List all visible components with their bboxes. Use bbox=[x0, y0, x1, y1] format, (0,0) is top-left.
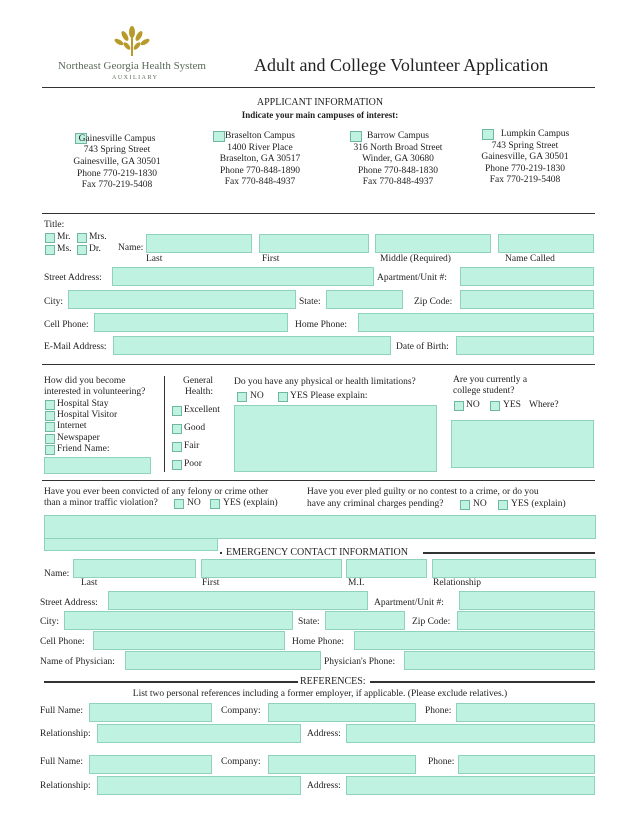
health-excellent-checkbox[interactable] bbox=[172, 406, 182, 416]
ec-home-input[interactable] bbox=[354, 631, 595, 650]
first-name-input[interactable] bbox=[259, 234, 369, 253]
dob-input[interactable] bbox=[456, 336, 594, 355]
physician-label: Name of Physician: bbox=[40, 657, 115, 667]
health-fair-checkbox[interactable] bbox=[172, 442, 182, 452]
ec-city-input[interactable] bbox=[64, 611, 293, 630]
ec-zip-label: Zip Code: bbox=[412, 617, 451, 627]
student-question: Are you currently a bbox=[453, 375, 528, 385]
ec-zip-input[interactable] bbox=[457, 611, 595, 630]
ec-name-label: Name: bbox=[44, 569, 70, 579]
physician-phone-input[interactable] bbox=[404, 651, 595, 670]
campus-phone: Phone 770-219-1830 bbox=[485, 164, 565, 174]
campus-city: Winder, GA 30680 bbox=[362, 154, 434, 164]
health-good-checkbox[interactable] bbox=[172, 424, 182, 434]
ref2-phone-label: Phone: bbox=[428, 757, 455, 767]
felony-no-label: NO bbox=[187, 498, 201, 508]
state-input[interactable] bbox=[326, 290, 403, 309]
campus-phone: Phone 770-219-1830 bbox=[77, 169, 157, 179]
ec-apt-label: Apartment/Unit #: bbox=[374, 598, 444, 608]
name-called-input[interactable] bbox=[498, 234, 594, 253]
legal-explain-input-2[interactable] bbox=[44, 539, 218, 551]
charges-yes-checkbox[interactable] bbox=[498, 500, 508, 510]
ref1-company-input[interactable] bbox=[268, 703, 416, 722]
cell-label: Cell Phone: bbox=[44, 320, 89, 330]
ref2-relationship-label: Relationship: bbox=[40, 781, 91, 791]
ref1-phone-label: Phone: bbox=[425, 706, 452, 716]
how-option-label: Friend Name: bbox=[57, 444, 110, 454]
student-yes-label: YES bbox=[503, 400, 521, 410]
ref2-address-label: Address: bbox=[307, 781, 341, 791]
how-option-label: Hospital Visitor bbox=[57, 410, 118, 420]
middle-name-input[interactable] bbox=[375, 234, 491, 253]
title-label: Title: bbox=[44, 220, 65, 230]
apt-input[interactable] bbox=[460, 267, 594, 286]
emergency-heading: EMERGENCY CONTACT INFORMATION bbox=[226, 547, 408, 558]
charges-no-label: NO bbox=[473, 499, 487, 509]
campus-street: 1400 River Place bbox=[227, 143, 293, 153]
how-option-label: Hospital Stay bbox=[57, 399, 109, 409]
campus-city: Braselton, GA 30517 bbox=[219, 154, 301, 164]
logo-wheat-icon bbox=[112, 26, 152, 58]
campus-phone: Phone 770-848-1890 bbox=[220, 166, 300, 176]
email-input[interactable] bbox=[113, 336, 391, 355]
limits-explain-input[interactable] bbox=[234, 405, 437, 472]
ec-apt-input[interactable] bbox=[459, 591, 595, 610]
campus-fax: Fax 770-219-5408 bbox=[81, 180, 153, 190]
how-friend-checkbox[interactable] bbox=[45, 445, 55, 455]
ref1-relationship-label: Relationship: bbox=[40, 729, 91, 739]
heading-rule-right bbox=[370, 681, 595, 683]
title-dr-label: Dr. bbox=[89, 244, 101, 254]
student-question-2: college student? bbox=[453, 386, 515, 396]
ref1-address-input[interactable] bbox=[346, 724, 595, 743]
ec-street-label: Street Address: bbox=[40, 598, 98, 608]
apt-label: Apartment/Unit #: bbox=[377, 273, 447, 283]
how-hospital-visitor-checkbox[interactable] bbox=[45, 411, 55, 421]
how-question: How did you become bbox=[44, 376, 126, 386]
health-question-2: Health: bbox=[185, 387, 213, 397]
ec-mi-caption: M.I. bbox=[348, 578, 365, 588]
charges-question: Have you ever pled guilty or no contest to a crime, or do you bbox=[307, 487, 539, 497]
health-option-label: Fair bbox=[184, 441, 200, 451]
last-caption: Last bbox=[146, 254, 163, 264]
ec-home-label: Home Phone: bbox=[292, 637, 344, 647]
health-question: General bbox=[183, 376, 214, 386]
heading-rule-left bbox=[220, 552, 222, 554]
health-poor-checkbox[interactable] bbox=[172, 460, 182, 470]
campus-street: 316 North Broad Street bbox=[353, 143, 443, 153]
legal-explain-input[interactable] bbox=[44, 515, 596, 539]
vertical-divider bbox=[164, 376, 165, 472]
ec-last-caption: Last bbox=[81, 578, 98, 588]
references-instructions: List two personal references including a former employer, if applicable. (Please exclude relatives.) bbox=[132, 689, 508, 699]
campus-city: Gainesville, GA 30501 bbox=[481, 152, 569, 162]
city-label: City: bbox=[44, 297, 64, 307]
street-label: Street Address: bbox=[44, 273, 102, 283]
physician-phone-label: Physician's Phone: bbox=[324, 657, 396, 667]
how-question-2: interested in volunteering? bbox=[44, 387, 146, 397]
ref1-full-name-input[interactable] bbox=[89, 703, 212, 722]
title-mr-label: Mr. bbox=[57, 232, 71, 242]
name-called-caption: Name Called bbox=[505, 254, 555, 264]
friend-name-input[interactable] bbox=[44, 457, 151, 474]
title-mr-checkbox[interactable] bbox=[45, 233, 55, 243]
city-input[interactable] bbox=[68, 290, 296, 309]
ec-first-caption: First bbox=[202, 578, 220, 588]
physician-input[interactable] bbox=[125, 651, 321, 670]
ref1-company-label: Company: bbox=[221, 706, 261, 716]
title-dr-checkbox[interactable] bbox=[77, 245, 87, 255]
student-where-input[interactable] bbox=[451, 420, 594, 468]
ref2-phone-input[interactable] bbox=[458, 755, 595, 774]
how-hospital-stay-checkbox[interactable] bbox=[45, 400, 55, 410]
ref2-company-input[interactable] bbox=[268, 755, 416, 774]
heading-rule-right bbox=[423, 552, 595, 554]
ref1-full-name-label: Full Name: bbox=[40, 706, 84, 716]
felony-yes-label: YES (explain) bbox=[223, 498, 278, 508]
charges-yes-label: YES (explain) bbox=[511, 499, 566, 509]
limits-no-label: NO bbox=[250, 391, 264, 401]
middle-caption: Middle (Required) bbox=[380, 254, 451, 264]
ref2-address-input[interactable] bbox=[346, 776, 595, 795]
org-subtitle: AUXILIARY bbox=[112, 75, 159, 81]
student-where-label: Where? bbox=[529, 400, 559, 410]
home-input[interactable] bbox=[358, 313, 594, 332]
ec-last-input[interactable] bbox=[73, 559, 196, 578]
ref2-company-label: Company: bbox=[221, 757, 261, 767]
felony-question-2: than a minor traffic violation? bbox=[44, 498, 158, 508]
student-no-label: NO bbox=[466, 400, 480, 410]
how-internet-checkbox[interactable] bbox=[45, 422, 55, 432]
felony-yes-checkbox[interactable] bbox=[210, 499, 220, 509]
ref2-relationship-input[interactable] bbox=[97, 776, 301, 795]
heading-rule-left bbox=[44, 681, 298, 683]
title-mrs-label: Mrs. bbox=[89, 232, 107, 242]
campus-street: 743 Spring Street bbox=[83, 145, 151, 155]
first-caption: First bbox=[262, 254, 280, 264]
campus-name: Barrow Campus bbox=[366, 131, 429, 141]
last-name-input[interactable] bbox=[146, 234, 252, 253]
name-label: Name: bbox=[118, 243, 144, 253]
limits-yes-label: YES Please explain: bbox=[290, 391, 368, 401]
header-divider bbox=[42, 87, 595, 88]
campus-fax: Fax 770-848-4937 bbox=[362, 177, 434, 187]
student-no-checkbox[interactable] bbox=[454, 401, 464, 411]
home-label: Home Phone: bbox=[295, 320, 347, 330]
title-ms-label: Ms. bbox=[57, 244, 72, 254]
section-divider bbox=[42, 213, 595, 214]
how-option-label: Internet bbox=[57, 421, 87, 431]
campus-prompt: Indicate your main campuses of interest: bbox=[241, 110, 399, 120]
charges-no-checkbox[interactable] bbox=[460, 500, 470, 510]
campus-phone: Phone 770-848-1830 bbox=[358, 166, 438, 176]
how-option-label: Newspaper bbox=[57, 433, 100, 443]
section-divider bbox=[42, 480, 595, 481]
campus-name: Gainesville Campus bbox=[78, 134, 156, 144]
section-divider bbox=[42, 364, 595, 365]
ec-cell-input[interactable] bbox=[93, 631, 285, 650]
ec-relationship-input[interactable] bbox=[432, 559, 596, 578]
cell-input[interactable] bbox=[94, 313, 288, 332]
student-yes-checkbox[interactable] bbox=[490, 401, 500, 411]
email-label: E-Mail Address: bbox=[44, 342, 107, 352]
charges-question-2: have any criminal charges pending? bbox=[307, 499, 444, 509]
ref2-full-name-input[interactable] bbox=[89, 755, 212, 774]
ref2-full-name-label: Full Name: bbox=[40, 757, 84, 767]
campus-city: Gainesville, GA 30501 bbox=[73, 157, 161, 167]
health-option-label: Good bbox=[184, 423, 206, 433]
ec-cell-label: Cell Phone: bbox=[40, 637, 85, 647]
zip-input[interactable] bbox=[460, 290, 594, 309]
ec-relationship-caption: Relationship bbox=[433, 578, 482, 588]
dob-label: Date of Birth: bbox=[396, 342, 449, 352]
title-ms-checkbox[interactable] bbox=[45, 245, 55, 255]
applicant-heading: APPLICANT INFORMATION bbox=[256, 97, 384, 108]
felony-question: Have you ever been convicted of any felony or crime other bbox=[44, 487, 269, 497]
ref1-relationship-input[interactable] bbox=[97, 724, 301, 743]
state-label: State: bbox=[299, 297, 321, 307]
ec-first-input[interactable] bbox=[201, 559, 342, 578]
limits-no-checkbox[interactable] bbox=[237, 392, 247, 402]
campus-name: Braselton Campus bbox=[225, 131, 295, 141]
ec-state-input[interactable] bbox=[325, 611, 405, 630]
felony-no-checkbox[interactable] bbox=[174, 499, 184, 509]
ec-mi-input[interactable] bbox=[346, 559, 427, 578]
ref1-address-label: Address: bbox=[307, 729, 341, 739]
references-heading: REFERENCES: bbox=[300, 676, 366, 687]
page-title: Adult and College Volunteer Application bbox=[254, 55, 549, 75]
street-input[interactable] bbox=[112, 267, 374, 286]
zip-label: Zip Code: bbox=[414, 297, 453, 307]
health-option-label: Excellent bbox=[184, 405, 220, 415]
ec-street-input[interactable] bbox=[108, 591, 368, 610]
ec-state-label: State: bbox=[298, 617, 320, 627]
campus-fax: Fax 770-219-5408 bbox=[489, 175, 561, 185]
campus-street: 743 Spring Street bbox=[491, 141, 559, 151]
limits-yes-checkbox[interactable] bbox=[278, 392, 288, 402]
how-newspaper-checkbox[interactable] bbox=[45, 434, 55, 444]
campus-fax: Fax 770-848-4937 bbox=[224, 177, 296, 187]
org-name: Northeast Georgia Health System bbox=[58, 60, 206, 72]
limits-question: Do you have any physical or health limitations? bbox=[234, 377, 416, 387]
ref1-phone-input[interactable] bbox=[456, 703, 595, 722]
ec-city-label: City: bbox=[40, 617, 60, 627]
health-option-label: Poor bbox=[184, 459, 202, 469]
title-mrs-checkbox[interactable] bbox=[77, 233, 87, 243]
campus-name: Lumpkin Campus bbox=[500, 129, 570, 139]
